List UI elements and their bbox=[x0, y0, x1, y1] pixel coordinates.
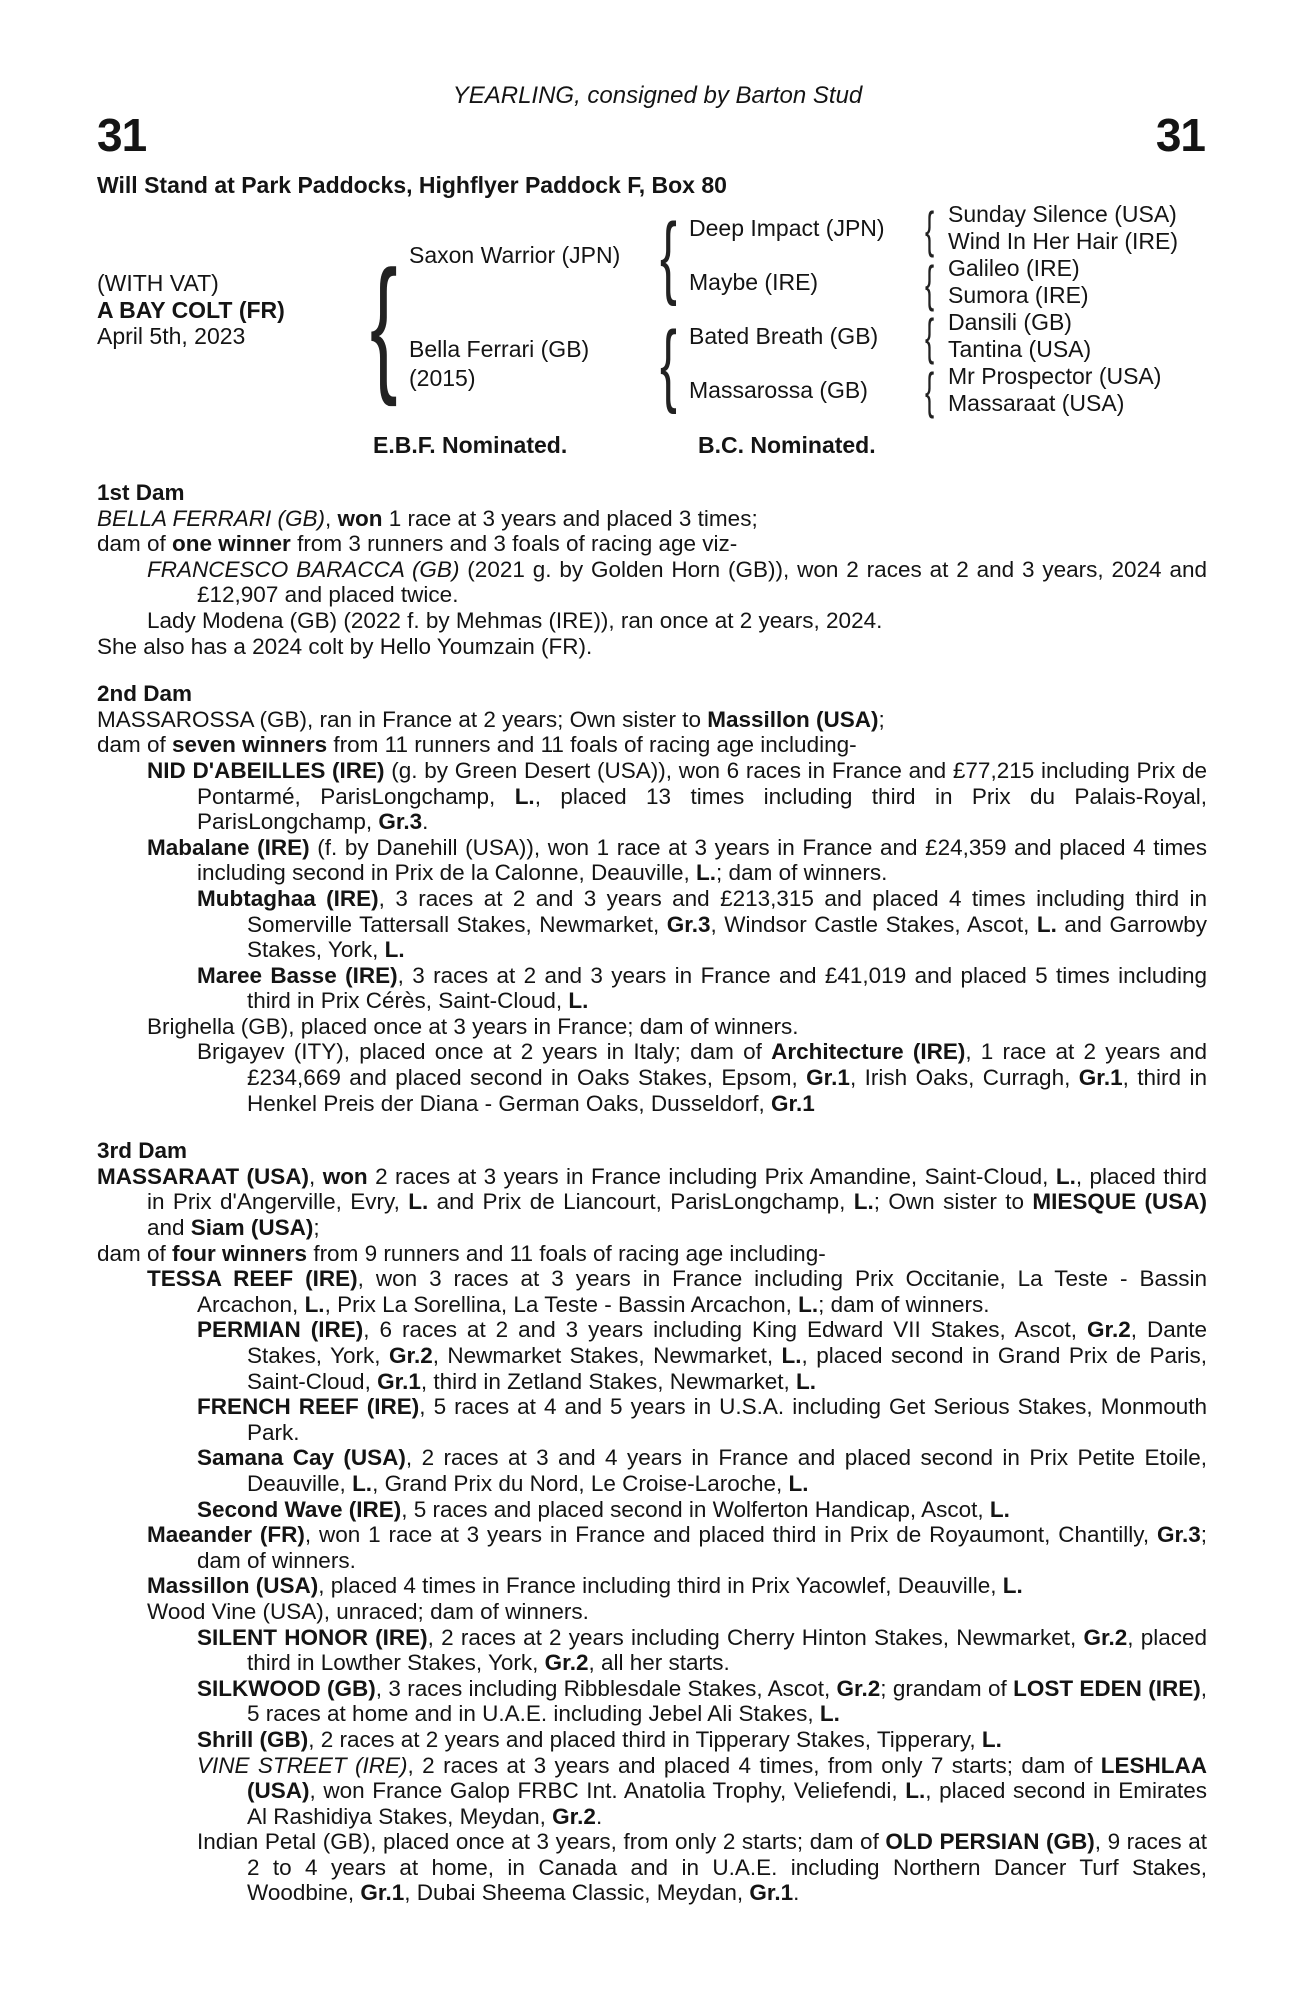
bold-text: Gr.2 bbox=[1086, 1317, 1131, 1343]
entry-text: from 9 runners and 11 foals of racing age including- bbox=[307, 1240, 826, 1266]
pedigree-sire-dam: Maybe (IRE) bbox=[689, 269, 819, 295]
second-dam-entry bbox=[197, 1039, 1207, 1116]
pedigree-g2: Wind In Her Hair (IRE) bbox=[948, 228, 1179, 254]
second-dam-entry bbox=[147, 1014, 1207, 1040]
entry-text: , 2 races at 3 years and placed 4 times, from only 7 starts; dam of bbox=[407, 1752, 1101, 1778]
entry-text: (f. by Danehill (USA)), won 1 race at 3 years in France and £24,359 and placed 4 times including second in Prix de la Calonne, Deauville, bbox=[197, 834, 1208, 886]
pedigree-sire: Saxon Warrior (JPN) bbox=[409, 242, 621, 268]
entry-text: , Windsor Castle Stakes, Ascot, bbox=[710, 911, 1037, 937]
consignor-subtitle: YEARLING, consigned by Barton Stud bbox=[452, 82, 863, 109]
entry-text: (g. by Green Desert (USA)), won 6 races in France and £77,215 including Prix de Pontarmé, ParisLongchamp, bbox=[197, 757, 1207, 809]
entry-text: . bbox=[793, 1880, 800, 1906]
bold-text: L. bbox=[696, 860, 717, 886]
italic-text: VINE STREET (IRE) bbox=[197, 1752, 408, 1778]
bold-text: TESSA REEF (IRE) bbox=[147, 1266, 358, 1292]
entry-text: , Newmarket Stakes, Newmarket, bbox=[432, 1343, 782, 1368]
pedigree-brace-g3: { bbox=[925, 309, 935, 365]
bold-text: L. bbox=[796, 1368, 817, 1394]
pedigree-g5: Dansili (GB) bbox=[948, 309, 1072, 335]
bold-text: L. bbox=[798, 1291, 819, 1317]
lot-number-right: 31 bbox=[1155, 109, 1205, 161]
bold-text: Massillon (USA) bbox=[707, 706, 879, 732]
pedigree-brace-g2: { bbox=[925, 256, 935, 312]
entry-text: 2 races at 3 years in France including Prix Amandine, Saint-Cloud, bbox=[367, 1163, 1056, 1189]
bold-text: PERMIAN (IRE) bbox=[197, 1317, 364, 1343]
entry-text: , placed third in Lowther Stakes, York, bbox=[247, 1624, 1207, 1676]
horse-name: A BAY COLT (FR) bbox=[97, 297, 285, 323]
bold-text: L. bbox=[408, 1189, 429, 1215]
pedigree-dam-dam: Massarossa (GB) bbox=[689, 377, 868, 403]
entry-text: , placed 13 times including third in Prix du Palais-Royal, ParisLongchamp, bbox=[197, 783, 1207, 835]
bold-text: Second Wave (IRE) bbox=[197, 1496, 402, 1522]
bold-text: L. bbox=[568, 988, 589, 1014]
entry-text: , 2 races at 2 years and placed third in Tipperary Stakes, Tipperary, bbox=[308, 1726, 982, 1752]
bold-text: one winner bbox=[172, 531, 291, 557]
pedigree-g8: Massaraat (USA) bbox=[948, 390, 1125, 416]
entry-text: , Irish Oaks, Curragh, bbox=[849, 1065, 1079, 1091]
bold-text: L. bbox=[1055, 1163, 1076, 1189]
entry-text: , won France Galop FRBC Int. Anatolia Trophy, Veliefendi, bbox=[309, 1778, 906, 1804]
second-dam-heading: 2nd Dam bbox=[97, 681, 193, 707]
pedigree-g7: Mr Prospector (USA) bbox=[948, 363, 1162, 389]
entry-text: Indian Petal (GB), placed once at 3 years, from only 2 starts; dam of bbox=[197, 1829, 886, 1855]
entry-text: , won 3 races at 3 years in France including Prix Occitanie, La Teste - Bassin Arcachon, bbox=[197, 1266, 1207, 1317]
pedigree-g6: Tantina (USA) bbox=[948, 336, 1092, 362]
entry-text: , 9 races at 2 to 4 years at home, in Canada and in U.A.E. including Northern Dancer Turf Stakes, Woodbine, bbox=[247, 1829, 1207, 1906]
bold-text: SILENT HONOR (IRE) bbox=[197, 1624, 428, 1650]
pedigree-g3: Galileo (IRE) bbox=[948, 255, 1080, 281]
third-dam-entry bbox=[147, 1522, 1207, 1573]
entry-text: ; dam of winners. bbox=[197, 1522, 1207, 1573]
entry-text: , Prix La Sorellina, La Teste - Bassin Arcachon, bbox=[324, 1291, 799, 1317]
entry-text: dam of bbox=[97, 732, 173, 758]
bold-text: Gr.3 bbox=[666, 911, 711, 937]
bold-text: SILKWOOD (GB) bbox=[197, 1675, 376, 1701]
entry-text: ; dam of winners. bbox=[716, 860, 888, 886]
third-dam-entry bbox=[197, 1727, 1207, 1753]
entry-text: , 2 races at 3 and 4 years in France and placed second in Prix Petite Etoile, Deauville, bbox=[247, 1445, 1207, 1496]
bold-text: FRENCH REEF (IRE) bbox=[197, 1394, 420, 1420]
second-dam-entry bbox=[147, 758, 1207, 835]
entry-text: and Prix de Liancourt, ParisLongchamp, bbox=[428, 1189, 854, 1215]
foaling-date: April 5th, 2023 bbox=[97, 323, 246, 349]
bold-text: Gr.1 bbox=[360, 1880, 405, 1906]
entry-text: Brigayev (ITY), placed once at 2 years in Italy; dam of bbox=[197, 1039, 772, 1065]
bold-text: Gr.2 bbox=[552, 1803, 596, 1829]
third-dam-heading: 3rd Dam bbox=[97, 1138, 188, 1164]
third-dam-entry bbox=[197, 1829, 1207, 1906]
entry-text: , bbox=[324, 505, 338, 531]
third-dam-entry bbox=[97, 1241, 1207, 1267]
first-dam-section bbox=[97, 480, 1207, 659]
entry-text: ; dam of winners. bbox=[818, 1291, 990, 1317]
second-dam-entry bbox=[97, 707, 1207, 733]
bold-text: LOST EDEN (IRE) bbox=[1013, 1675, 1201, 1701]
entry-text: and bbox=[147, 1215, 191, 1241]
entry-text: , Dubai Sheema Classic, Meydan, bbox=[404, 1880, 750, 1906]
bold-text: Mabalane (IRE) bbox=[147, 834, 310, 860]
bold-text: L. bbox=[304, 1291, 325, 1317]
entry-text: (2021 g. by Golden Horn (GB)), won 2 races at 2 and 3 years, 2024 and £12,907 and placed twice. bbox=[197, 556, 1207, 608]
pedigree-brace-main: { bbox=[370, 239, 398, 407]
third-dam-entry bbox=[147, 1599, 1207, 1625]
bold-text: L. bbox=[853, 1189, 874, 1215]
entry-text: , won 1 race at 3 years in France and placed third in Prix de Royaumont, Chantilly, bbox=[304, 1522, 1157, 1548]
vat-note: (WITH VAT) bbox=[97, 270, 219, 296]
bold-text: four winners bbox=[172, 1240, 308, 1266]
first-dam-entry bbox=[147, 608, 1207, 634]
bold-text: NID D'ABEILLES (IRE) bbox=[147, 757, 385, 783]
entry-text: , placed second in Grand Prix de Paris, Saint-Cloud, bbox=[247, 1343, 1208, 1394]
first-dam-entry bbox=[147, 557, 1207, 608]
pedigree-brace-dam: { bbox=[660, 313, 677, 415]
entry-text: dam of bbox=[97, 1240, 173, 1266]
catalogue-body bbox=[97, 480, 1207, 1906]
bold-text: L. bbox=[384, 937, 405, 963]
bold-text: Mubtaghaa (IRE) bbox=[197, 885, 379, 911]
bold-text: Gr.2 bbox=[544, 1650, 589, 1676]
entry-text: Wood Vine (USA), unraced; dam of winners. bbox=[147, 1598, 589, 1624]
bold-text: L. bbox=[1036, 911, 1057, 937]
bold-text: Gr.3 bbox=[378, 809, 423, 835]
first-dam-entry bbox=[97, 531, 1207, 557]
entry-text: , 3 races at 2 and 3 years in France and £41,019 and placed 5 times including third in Prix Cérès, Saint-Cloud, bbox=[247, 962, 1207, 1014]
bold-text: L. bbox=[981, 1726, 1002, 1752]
entry-text: , 2 races at 2 years including Cherry Hinton Stakes, Newmarket, bbox=[427, 1624, 1084, 1650]
bold-text: MIESQUE (USA) bbox=[1032, 1189, 1207, 1215]
pedigree-dam-year: (2015) bbox=[409, 365, 476, 391]
entry-text: , placed second in Emirates Al Rashidiya Stakes, Meydan, bbox=[247, 1778, 1207, 1829]
bold-text: L. bbox=[514, 783, 535, 809]
entry-text: . bbox=[595, 1803, 603, 1829]
bold-text: Maree Basse (IRE) bbox=[197, 962, 398, 988]
bold-text: Gr.2 bbox=[836, 1675, 881, 1701]
entry-text: She also has a 2024 colt by Hello Youmzain (FR). bbox=[97, 633, 593, 659]
entry-text: , bbox=[309, 1163, 323, 1189]
entry-text: , 3 races at 2 and 3 years and £213,315 and placed 4 times including third in Somerville Tattersall Stakes, Newmarket, bbox=[247, 885, 1208, 937]
bold-text: Gr.1 bbox=[377, 1368, 421, 1394]
italic-text: BELLA FERRARI (GB) bbox=[97, 505, 325, 531]
entry-text: ; grandam of bbox=[880, 1675, 1014, 1701]
first-dam-heading: 1st Dam bbox=[97, 480, 185, 505]
second-dam-entry bbox=[97, 732, 1207, 758]
second-dam-entry bbox=[147, 835, 1207, 886]
pedigree-sire-sire: Deep Impact (JPN) bbox=[689, 215, 885, 241]
lot-number-left: 31 bbox=[97, 109, 147, 161]
pedigree-g4: Sumora (IRE) bbox=[948, 282, 1089, 308]
second-dam-section bbox=[97, 681, 1207, 1116]
third-dam-entry bbox=[197, 1676, 1207, 1727]
italic-text: FRANCESCO BARACCA (GB) bbox=[147, 556, 460, 582]
pedigree-brace-sire: { bbox=[660, 205, 677, 307]
bold-text: L. bbox=[1002, 1573, 1023, 1599]
third-dam-entry bbox=[197, 1497, 1207, 1523]
bold-text: Gr.1 bbox=[806, 1065, 850, 1091]
entry-text: , Dante Stakes, York, bbox=[247, 1317, 1208, 1368]
entry-text: , placed 4 times in France including third in Prix Yacowlef, Deauville, bbox=[318, 1573, 1003, 1599]
entry-text: , 6 races at 2 and 3 years including King Edward VII Stakes, Ascot, bbox=[363, 1317, 1087, 1343]
entry-text: . bbox=[422, 809, 429, 835]
entry-text: , Grand Prix du Nord, Le Croise-Laroche, bbox=[372, 1470, 789, 1496]
pedigree-brace-g1: { bbox=[925, 202, 935, 258]
entry-text: from 3 runners and 3 foals of racing age viz- bbox=[290, 531, 738, 557]
entry-text: , placed third in Prix d'Angerville, Evry, bbox=[147, 1163, 1207, 1215]
entry-text: Brighella (GB), placed once at 3 years in France; dam of winners. bbox=[147, 1013, 799, 1039]
bold-text: Samana Cay (USA) bbox=[197, 1445, 406, 1471]
pedigree-brace-g4: { bbox=[925, 363, 935, 419]
entry-text: , 1 race at 2 years and £234,669 and placed second in Oaks Stakes, Epsom, bbox=[247, 1039, 1207, 1091]
bold-text: Gr.3 bbox=[1156, 1522, 1201, 1548]
entry-text: MASSAROSSA (GB), ran in France at 2 years; Own sister to bbox=[97, 706, 708, 732]
bold-text: won bbox=[322, 1163, 368, 1189]
first-dam-entry bbox=[97, 634, 1207, 660]
third-dam-entry bbox=[97, 1164, 1207, 1241]
second-dam-entry bbox=[197, 886, 1207, 963]
pedigree-g1: Sunday Silence (USA) bbox=[948, 201, 1177, 227]
bold-text: MASSARAAT (USA) bbox=[97, 1163, 309, 1189]
bold-text: Siam (USA) bbox=[190, 1215, 314, 1241]
pedigree-dam: Bella Ferrari (GB) bbox=[409, 336, 590, 362]
ebf-nomination: E.B.F. Nominated. bbox=[373, 432, 568, 458]
bc-nomination: B.C. Nominated. bbox=[698, 432, 876, 458]
bold-text: Massillon (USA) bbox=[147, 1573, 319, 1599]
third-dam-entry bbox=[147, 1573, 1207, 1599]
entry-text: , all her starts. bbox=[588, 1650, 730, 1676]
entry-text: and Garrowby Stakes, York, bbox=[247, 911, 1207, 963]
bold-text: L. bbox=[989, 1496, 1010, 1522]
entry-text: , third in Henkel Preis der Diana - German Oaks, Dusseldorf, bbox=[247, 1065, 1208, 1116]
first-dam-entry bbox=[97, 506, 1207, 532]
bold-text: Maeander (FR) bbox=[147, 1522, 305, 1548]
bold-text: Gr.1 bbox=[749, 1880, 794, 1906]
bold-text: LESHLAA (USA) bbox=[247, 1752, 1207, 1804]
pedigree-dam-sire: Bated Breath (GB) bbox=[689, 323, 879, 349]
bold-text: Gr.2 bbox=[388, 1343, 433, 1368]
bold-text: L. bbox=[781, 1343, 802, 1368]
bold-text: L. bbox=[905, 1778, 926, 1804]
bold-text: Gr.1 bbox=[770, 1090, 815, 1116]
bold-text: L. bbox=[352, 1470, 373, 1496]
third-dam-entry bbox=[197, 1625, 1207, 1676]
entry-text: , 3 races including Ribblesdale Stakes, Ascot, bbox=[375, 1675, 837, 1701]
bold-text: Gr.2 bbox=[1083, 1624, 1128, 1650]
entry-text: , 5 races at 4 and 5 years in U.S.A. including Get Serious Stakes, Monmouth Park. bbox=[247, 1394, 1208, 1445]
entry-text: , 5 races and placed second in Wolferton Handicap, Ascot, bbox=[401, 1496, 990, 1522]
bold-text: L. bbox=[788, 1470, 809, 1496]
entry-text: ; Own sister to bbox=[873, 1189, 1033, 1215]
bold-text: Shrill (GB) bbox=[197, 1726, 309, 1752]
entry-text: ; bbox=[313, 1215, 320, 1241]
entry-text: dam of bbox=[97, 531, 173, 557]
entry-text: Lady Modena (GB) (2022 f. by Mehmas (IRE)), ran once at 2 years, 2024. bbox=[147, 607, 883, 633]
third-dam-entry bbox=[197, 1394, 1207, 1445]
third-dam-entry bbox=[197, 1753, 1207, 1830]
third-dam-entry bbox=[197, 1445, 1207, 1496]
bold-text: Architecture (IRE) bbox=[771, 1039, 966, 1065]
entry-text: from 11 runners and 11 foals of racing age including- bbox=[327, 732, 857, 758]
bold-text: OLD PERSIAN (GB) bbox=[885, 1829, 1095, 1855]
entry-text: ; bbox=[878, 706, 885, 732]
entry-text: 1 race at 3 years and placed 3 times; bbox=[382, 505, 758, 531]
entry-text: , 5 races at home and in U.A.E. including Jebel Ali Stakes, bbox=[247, 1675, 1207, 1727]
stand-location: Will Stand at Park Paddocks, Highflyer Paddock F, Box 80 bbox=[97, 172, 727, 198]
bold-text: seven winners bbox=[172, 732, 328, 758]
bold-text: won bbox=[337, 505, 383, 531]
bold-text: L. bbox=[819, 1701, 840, 1727]
third-dam-entry bbox=[147, 1266, 1207, 1317]
second-dam-entry bbox=[197, 963, 1207, 1014]
third-dam-section bbox=[97, 1138, 1207, 1906]
third-dam-entry bbox=[197, 1317, 1207, 1394]
bold-text: Gr.1 bbox=[1078, 1065, 1123, 1091]
entry-text: , third in Zetland Stakes, Newmarket, bbox=[420, 1368, 797, 1394]
